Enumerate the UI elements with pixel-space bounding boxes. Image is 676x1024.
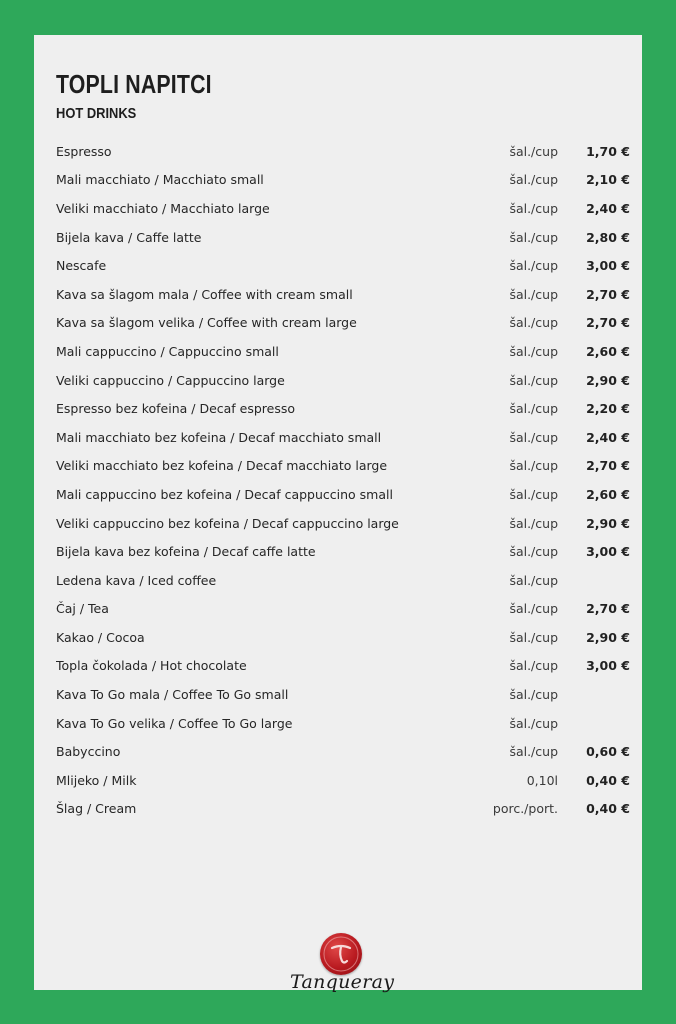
menu-item-row	[56, 423, 630, 452]
menu-item-row	[56, 166, 630, 195]
menu-title: TOPLI NAPITCI	[56, 69, 212, 99]
item-unit: šal./cup	[509, 372, 558, 388]
menu-item-row	[56, 452, 630, 481]
menu-item-row	[56, 337, 630, 366]
menu-item-row	[56, 251, 630, 280]
item-unit: šal./cup	[509, 715, 558, 731]
item-unit: šal./cup	[509, 458, 558, 474]
item-name: Mali macchiato / Macchiato small	[56, 172, 264, 188]
item-name: Kava To Go mala / Coffee To Go small	[56, 687, 289, 703]
menu-list	[56, 137, 630, 823]
menu-item-row	[56, 394, 630, 423]
menu-item-row	[56, 737, 630, 766]
tanqueray-seal-icon	[320, 933, 362, 975]
item-name: Kava sa šlagom velika / Coffee with cream large	[56, 315, 357, 331]
item-price: 2,60 €	[586, 343, 630, 359]
item-price: 2,90 €	[586, 372, 630, 388]
item-price: 2,80 €	[586, 229, 630, 245]
menu-item-row	[56, 680, 630, 709]
item-price: 0,40 €	[586, 801, 630, 817]
menu-item-row	[56, 194, 630, 223]
item-name: Mali macchiato bez kofeina / Decaf macchiato small	[56, 429, 382, 445]
item-name: Topla čokolada / Hot chocolate	[56, 658, 247, 674]
menu-subtitle: HOT DRINKS	[56, 105, 137, 122]
item-price: 2,90 €	[586, 515, 630, 531]
item-price: 2,60 €	[586, 486, 630, 502]
item-name: Mlijeko / Milk	[56, 772, 137, 788]
item-name: Veliki cappuccino bez kofeina / Decaf cappuccino large	[56, 515, 399, 531]
item-price: 3,00 €	[586, 258, 630, 274]
item-name: Bijela kava / Caffe latte	[56, 229, 202, 245]
item-name: Espresso bez kofeina / Decaf espresso	[56, 401, 296, 417]
menu-item-row	[56, 623, 630, 652]
item-name: Kava sa šlagom mala / Coffee with cream small	[56, 286, 353, 302]
item-unit: šal./cup	[509, 315, 558, 331]
item-price: 2,10 €	[586, 172, 630, 188]
item-name: Veliki macchiato / Macchiato large	[56, 200, 270, 216]
item-unit: šal./cup	[509, 229, 558, 245]
item-unit: šal./cup	[509, 687, 558, 703]
item-price: 3,00 €	[586, 658, 630, 674]
brand-logo	[290, 933, 395, 1003]
item-price: 0,40 €	[586, 772, 630, 788]
item-unit: šal./cup	[509, 343, 558, 359]
brand-name: Tanqueray	[290, 971, 395, 993]
item-unit: šal./cup	[509, 143, 558, 159]
menu-item-row	[56, 509, 630, 538]
menu-item-row	[56, 280, 630, 309]
item-name: Nescafe	[56, 258, 107, 274]
item-price: 2,70 €	[586, 315, 630, 331]
item-unit: šal./cup	[509, 544, 558, 560]
menu-item-row	[56, 652, 630, 681]
item-price: 3,00 €	[586, 544, 630, 560]
menu-item-row	[56, 137, 630, 166]
item-name: Kakao / Cocoa	[56, 629, 145, 645]
item-name: Bijela kava bez kofeina / Decaf caffe latte	[56, 544, 316, 560]
item-unit: šal./cup	[509, 658, 558, 674]
item-name: Čaj / Tea	[56, 601, 109, 617]
item-price: 2,70 €	[586, 286, 630, 302]
menu-item-row	[56, 566, 630, 595]
menu-item-row	[56, 366, 630, 395]
item-name: Kava To Go velika / Coffee To Go large	[56, 715, 293, 731]
item-unit: šal./cup	[509, 486, 558, 502]
item-name: Veliki cappuccino / Cappuccino large	[56, 372, 285, 388]
item-name: Šlag / Cream	[56, 801, 137, 817]
item-name: Ledena kava / Iced coffee	[56, 572, 217, 588]
item-unit: šal./cup	[509, 744, 558, 760]
item-price: 2,90 €	[586, 629, 630, 645]
menu-card	[34, 35, 642, 993]
item-price: 1,70 €	[586, 143, 630, 159]
item-unit: šal./cup	[509, 258, 558, 274]
item-price: 0,60 €	[586, 744, 630, 760]
item-unit: šal./cup	[509, 629, 558, 645]
item-price: 2,20 €	[586, 401, 630, 417]
item-name: Mali cappuccino / Cappuccino small	[56, 343, 279, 359]
item-price: 2,40 €	[586, 429, 630, 445]
item-unit: šal./cup	[509, 401, 558, 417]
menu-item-row	[56, 537, 630, 566]
item-unit: 0,10l	[526, 772, 558, 788]
menu-item-row	[56, 766, 630, 795]
item-unit: šal./cup	[509, 429, 558, 445]
item-unit: porc./port.	[492, 801, 558, 817]
item-name: Babyccino	[56, 744, 121, 760]
item-price: 2,40 €	[586, 200, 630, 216]
item-name: Veliki macchiato bez kofeina / Decaf macchiato large	[56, 458, 388, 474]
item-unit: šal./cup	[509, 286, 558, 302]
item-name: Mali cappuccino bez kofeina / Decaf cappuccino small	[56, 486, 393, 502]
item-unit: šal./cup	[509, 172, 558, 188]
item-unit: šal./cup	[509, 601, 558, 617]
menu-item-row	[56, 795, 630, 824]
menu-item-row	[56, 480, 630, 509]
menu-item-row	[56, 309, 630, 338]
menu-item-row	[56, 223, 630, 252]
item-unit: šal./cup	[509, 200, 558, 216]
item-unit: šal./cup	[509, 572, 558, 588]
item-price: 2,70 €	[586, 601, 630, 617]
item-price: 2,70 €	[586, 458, 630, 474]
menu-item-row	[56, 595, 630, 624]
menu-item-row	[56, 709, 630, 738]
item-unit: šal./cup	[509, 515, 558, 531]
item-name: Espresso	[56, 143, 112, 159]
